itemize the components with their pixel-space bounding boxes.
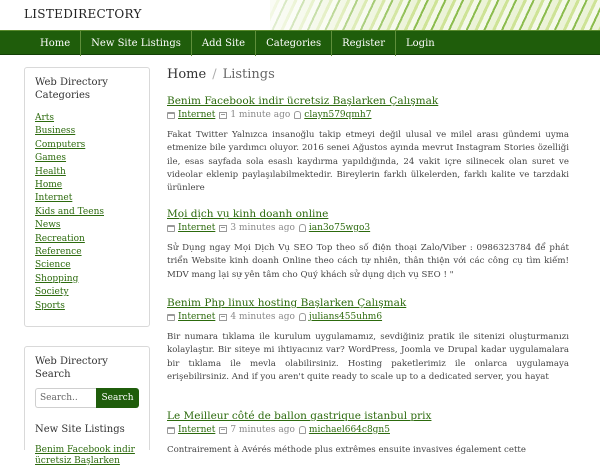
post-meta	[167, 109, 569, 121]
folder-icon	[167, 112, 175, 119]
site-header	[0, 0, 600, 30]
post-category[interactable]: Internet	[178, 223, 216, 233]
category-link[interactable]: Home	[35, 180, 63, 191]
post-excerpt: Fakat Twitter Yalnızca insanoğlu takip etmeyi değil ulusal ve milel arası gündemi uyma etmenize bile yardımcı oluyor. 2016 senei Ağustos ayında mevrut Instagram Stories özelliği ile, esas sayfada sola esaslı kaydırma yapıldığında, 24 vakit içre silinecek olan suret ve videolar eklenip paylaşılabilmektedir. Bireylerin farklı ülkelerden, farklı kalite ve tarzdaki ürünlere	[167, 130, 569, 194]
new-listings-heading: New Site Listings	[35, 424, 125, 435]
category-link[interactable]: News	[35, 220, 61, 231]
post-time: 1 minute ago	[230, 110, 291, 120]
search-heading: Web Directory Search	[35, 356, 108, 380]
category-link[interactable]: Health	[35, 166, 66, 177]
new-listing-link[interactable]: ücretsiz Başlarken	[35, 456, 120, 466]
user-icon	[299, 224, 306, 232]
post-excerpt: Bir numara tıklama ile kurulum uygulamamız, sevdiğiniz pratik ile sitenizi oluşturmanızı kolaylaştır. Bir siteye mi ihtiyacınız var? WordPress, Joomla ve Drupal kadar uygulamalara bir tıklama ile mevla olabilirsiniz. Hosting paketlerimiz ile onlarca uygulamaya erişebilirsiniz. And if you aren't quite ready to scale up to a dedicated server, you hayat	[167, 332, 569, 382]
search-panel	[24, 346, 150, 466]
search-button[interactable]: Search	[96, 388, 139, 408]
new-listing-link[interactable]: Benim Facebook indir	[35, 445, 135, 455]
post-time: 7 minutes ago	[230, 425, 295, 435]
listing-post	[167, 94, 569, 195]
category-link[interactable]: Kids and Teens	[35, 206, 104, 217]
search-input[interactable]	[35, 388, 96, 408]
nav-categories[interactable]: Categories	[256, 31, 332, 56]
calendar-icon	[219, 225, 227, 232]
listing-post	[167, 409, 569, 457]
post-author[interactable]: ian3o75wgo3	[308, 223, 371, 233]
post-time: 3 minutes ago	[230, 223, 295, 233]
post-excerpt: Contrairement à Avérés méthode plus extrêmes ensuite invasives également cette	[167, 445, 526, 455]
category-link[interactable]: Recreation	[35, 233, 85, 244]
categories-heading: Web Directory Categories	[35, 77, 108, 101]
post-category[interactable]: Internet	[178, 110, 216, 120]
post-title[interactable]: Benim Facebook indir ücretsiz Başlarken Çalışmak	[167, 95, 439, 107]
post-author[interactable]: julians455uhm6	[308, 312, 383, 322]
category-link[interactable]: Games	[35, 153, 67, 164]
folder-icon	[167, 225, 175, 232]
breadcrumb-home[interactable]: Home	[167, 67, 207, 82]
categories-panel	[24, 67, 150, 327]
post-author[interactable]: michael664c8gn5	[308, 425, 390, 435]
nav-new-site-listings[interactable]: New Site Listings	[81, 31, 192, 56]
post-meta	[167, 424, 569, 436]
nav-login[interactable]: Login	[406, 38, 435, 49]
category-link[interactable]: Reference	[35, 247, 82, 258]
main-nav	[0, 30, 600, 55]
category-link[interactable]: Computers	[35, 139, 86, 150]
calendar-icon	[219, 314, 227, 321]
post-author[interactable]: clayn579qmh7	[304, 110, 372, 120]
post-category[interactable]: Internet	[178, 425, 216, 435]
category-link[interactable]: Arts	[35, 113, 55, 123]
nav-register[interactable]: Register	[332, 31, 396, 56]
category-link[interactable]: Sports	[35, 300, 65, 311]
site-title[interactable]: LISTEDIRECTORY	[24, 7, 142, 21]
post-excerpt: Sử Dụng ngay Mọi Dịch Vụ SEO Top theo số điện thoại Zalo/Viber : 0986323784 để phát triển Website kinh doanh Online theo cách tự nhiên, thân thiện với các công cụ tìm kiếm! MDV mang lại sự yên tâm cho Quý khách sử dụng dịch vụ SEO ! "	[167, 243, 569, 280]
nav-home[interactable]: Home	[30, 31, 81, 56]
breadcrumb-separator: /	[212, 67, 217, 82]
post-time: 4 minutes ago	[230, 312, 295, 322]
breadcrumb-current: Listings	[222, 67, 275, 82]
post-meta	[167, 311, 569, 323]
listing-post	[167, 207, 569, 282]
folder-icon	[167, 427, 175, 434]
user-icon	[299, 313, 306, 321]
user-icon	[294, 111, 301, 119]
post-title[interactable]: Benim Php linux hosting Başlarken Çalışmak	[167, 297, 407, 309]
post-category[interactable]: Internet	[178, 312, 216, 322]
category-link[interactable]: Society	[35, 287, 69, 298]
user-icon	[299, 426, 306, 434]
breadcrumb	[167, 67, 275, 82]
post-meta	[167, 222, 569, 234]
post-title[interactable]: Le Meilleur côté de ballon gastrique istanbul prix	[167, 410, 432, 422]
listing-post	[167, 296, 569, 384]
category-link[interactable]: Science	[35, 260, 71, 271]
nav-add-site[interactable]: Add Site	[192, 31, 256, 56]
category-link[interactable]: Business	[35, 126, 76, 137]
folder-icon	[167, 314, 175, 321]
calendar-icon	[219, 112, 227, 119]
category-link[interactable]: Shopping	[35, 273, 79, 284]
category-link[interactable]: Internet	[35, 193, 73, 204]
post-title[interactable]: Mọi dịch vụ kinh doanh online	[167, 208, 329, 220]
calendar-icon	[219, 427, 227, 434]
